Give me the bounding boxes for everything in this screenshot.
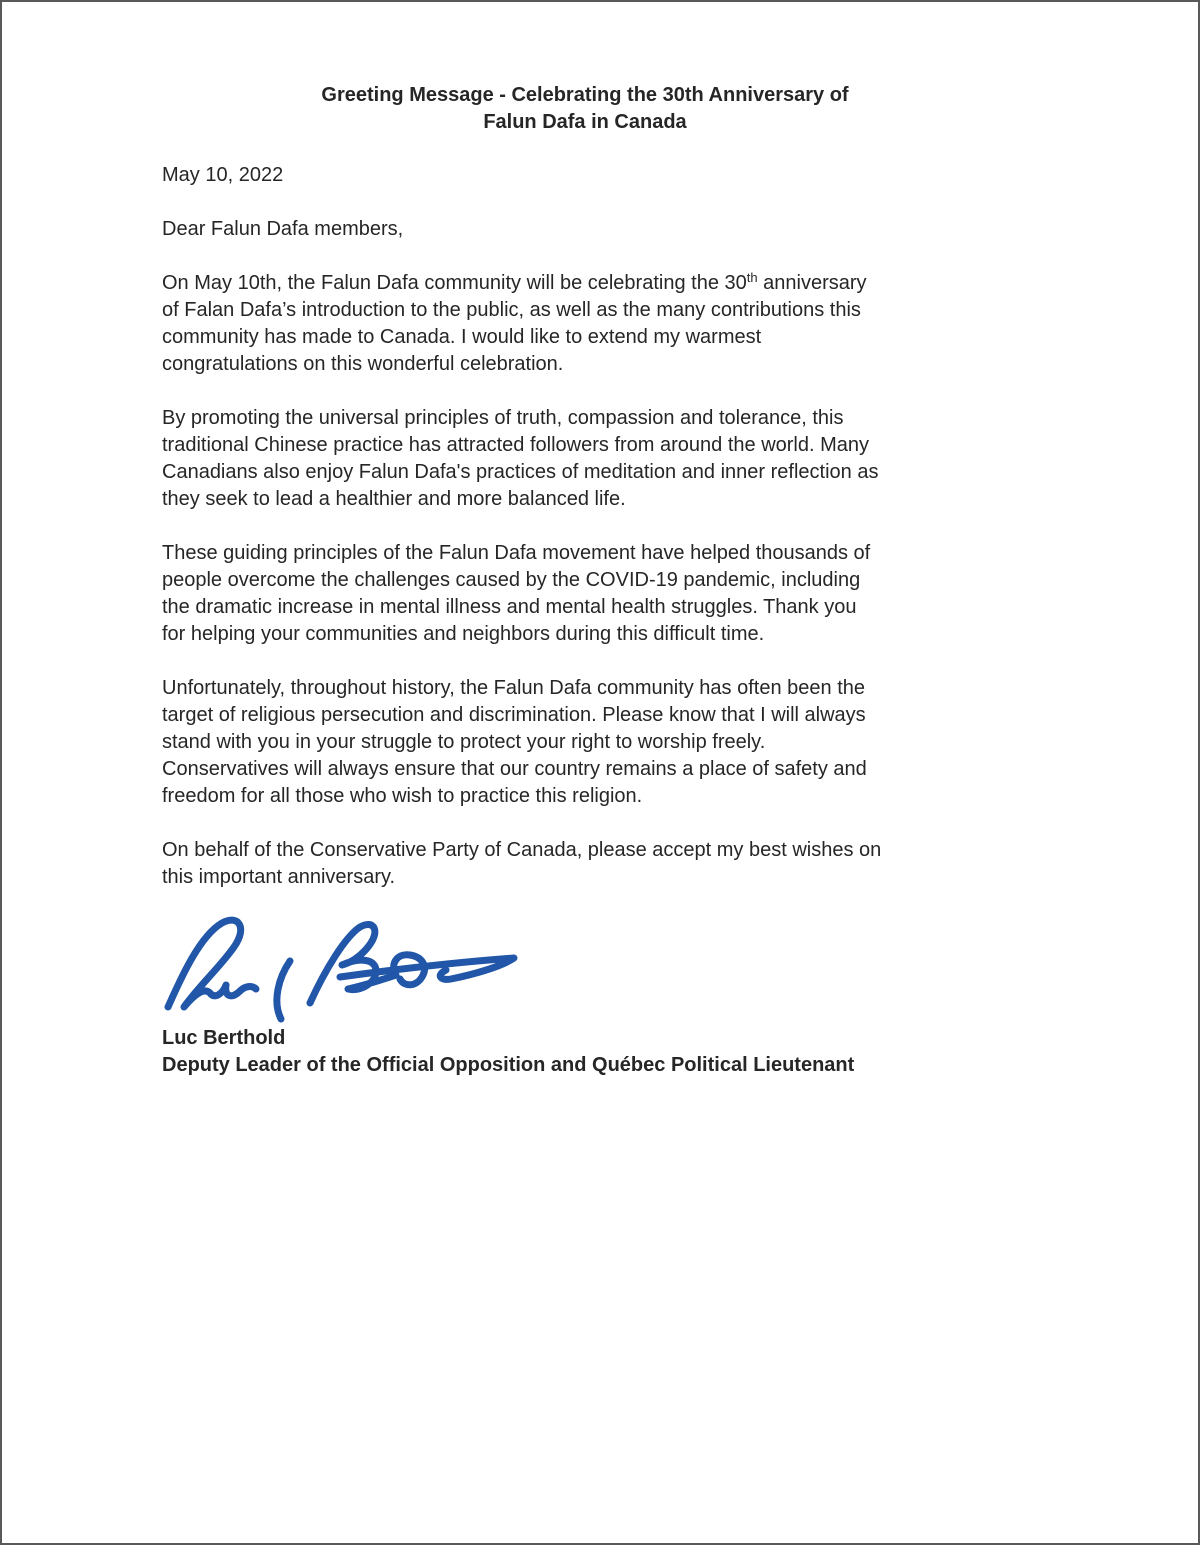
paragraph-line: people overcome the challenges caused by the COVID-19 pandemic, including — [162, 569, 861, 591]
page-title-line-2: Falun Dafa in Canada — [483, 111, 687, 133]
superscript-th: th — [746, 270, 758, 285]
page-title — [162, 82, 1008, 136]
paragraph-line: target of religious persecution and discrimination. Please know that I will always — [162, 704, 866, 726]
paragraph-line: By promoting the universal principles of truth, compassion and tolerance, this — [162, 407, 844, 429]
paragraph-text: On May 10th, the Falun Dafa community will be celebrating the 30 — [162, 272, 747, 294]
signature-image — [160, 915, 528, 1025]
signature-svg — [160, 915, 528, 1025]
signer-name: Luc Berthold — [162, 1027, 286, 1049]
paragraph-1 — [162, 270, 1008, 378]
paragraph-4 — [162, 675, 1008, 810]
page-title-line-1: Greeting Message - Celebrating the 30th Anniversary of — [321, 84, 849, 106]
paragraph-line: of Falan Dafa’s introduction to the public, as well as the many contributions this — [162, 299, 861, 321]
date-line: May 10, 2022 — [162, 164, 284, 186]
paragraph-line: this important anniversary. — [162, 866, 396, 888]
paragraph-line: Canadians also enjoy Falun Dafa's practices of meditation and inner reflection as — [162, 461, 879, 483]
paragraph-line: the dramatic increase in mental illness and mental health struggles. Thank you — [162, 596, 857, 618]
paragraph-line: Unfortunately, throughout history, the Falun Dafa community has often been the — [162, 677, 865, 699]
paragraph-text: anniversary — [757, 272, 867, 294]
paragraph-line: traditional Chinese practice has attracted followers from around the world. Many — [162, 434, 870, 456]
signer-title: Deputy Leader of the Official Opposition and Québec Political Lieutenant — [162, 1054, 855, 1076]
paragraph-2 — [162, 405, 1008, 513]
paragraph-line: stand with you in your struggle to protect your right to worship freely. — [162, 731, 766, 753]
signer-block — [162, 1025, 1008, 1079]
paragraph-line: Conservatives will always ensure that our country remains a place of safety and — [162, 758, 867, 780]
paragraph-line: congratulations on this wonderful celebration. — [162, 353, 564, 375]
letter-content — [2, 2, 1198, 1079]
paragraph-line — [162, 270, 1008, 297]
paragraph-line: community has made to Canada. I would like to extend my warmest — [162, 326, 762, 348]
paragraph-line: On behalf of the Conservative Party of Canada, please accept my best wishes on — [162, 839, 882, 861]
salutation: Dear Falun Dafa members, — [162, 218, 404, 240]
paragraph-5 — [162, 837, 1008, 891]
paragraph-line: for helping your communities and neighbors during this difficult time. — [162, 623, 765, 645]
signature-ink — [168, 920, 514, 1019]
paragraph-line: they seek to lead a healthier and more balanced life. — [162, 488, 626, 510]
paragraph-3 — [162, 540, 1008, 648]
paragraph-line: These guiding principles of the Falun Dafa movement have helped thousands of — [162, 542, 871, 564]
paragraph-line: freedom for all those who wish to practice this religion. — [162, 785, 643, 807]
